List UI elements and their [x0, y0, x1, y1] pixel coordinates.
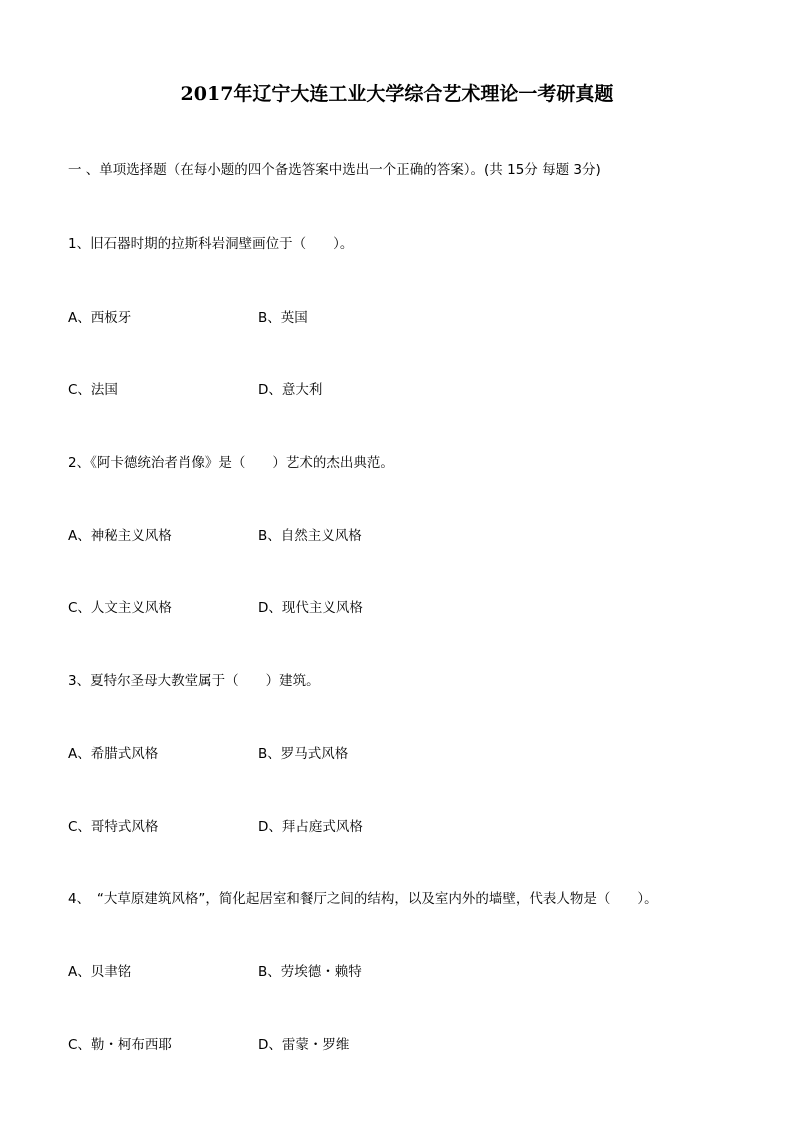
question-2-option-a: A、神秘主义风格: [68, 528, 172, 544]
question-2-option-c: C、人文主义风格: [68, 600, 172, 616]
question-4-option-c: C、勒・柯布西耶: [68, 1037, 172, 1053]
question-4-stem: 4、 “大草原建筑风格”，简化起居室和餐厅之间的结构，以及室内外的墙壁，代表人物是（ ）。: [68, 891, 658, 907]
question-2-option-d: D、现代主义风格: [258, 600, 363, 616]
question-1-option-c: C、法国: [68, 382, 118, 398]
section-header: 一 、单项选择题（在每小题的四个备选答案中选出一个正确的答案）。(共 15分 每题 3分): [68, 162, 601, 178]
question-3-stem: 3、夏特尔圣母大教堂属于（ ）建筑。: [68, 673, 320, 689]
question-3-option-c: C、哥特式风格: [68, 819, 159, 835]
question-3-option-d: D、拜占庭式风格: [258, 819, 363, 835]
question-1-option-b: B、英国: [258, 310, 308, 326]
question-1-stem: 1、旧石器时期的拉斯科岩洞壁画位于（ ）。: [68, 236, 354, 252]
question-3-option-b: B、罗马式风格: [258, 746, 349, 762]
question-4-option-b: B、劳埃德・赖特: [258, 964, 362, 980]
question-4-option-a: A、贝聿铭: [68, 964, 132, 980]
question-1-option-a: A、西板牙: [68, 310, 132, 326]
question-3-option-a: A、希腊式风格: [68, 746, 159, 762]
question-1-option-d: D、意大利: [258, 382, 323, 398]
question-2-option-b: B、自然主义风格: [258, 528, 362, 544]
question-2-stem: 2、《阿卡德统治者肖像》是（ ）艺术的杰出典范。: [68, 455, 394, 471]
page-title: 2017年辽宁大连工业大学综合艺术理论一考研真题: [180, 83, 614, 105]
question-4-option-d: D、雷蒙・罗维: [258, 1037, 350, 1053]
